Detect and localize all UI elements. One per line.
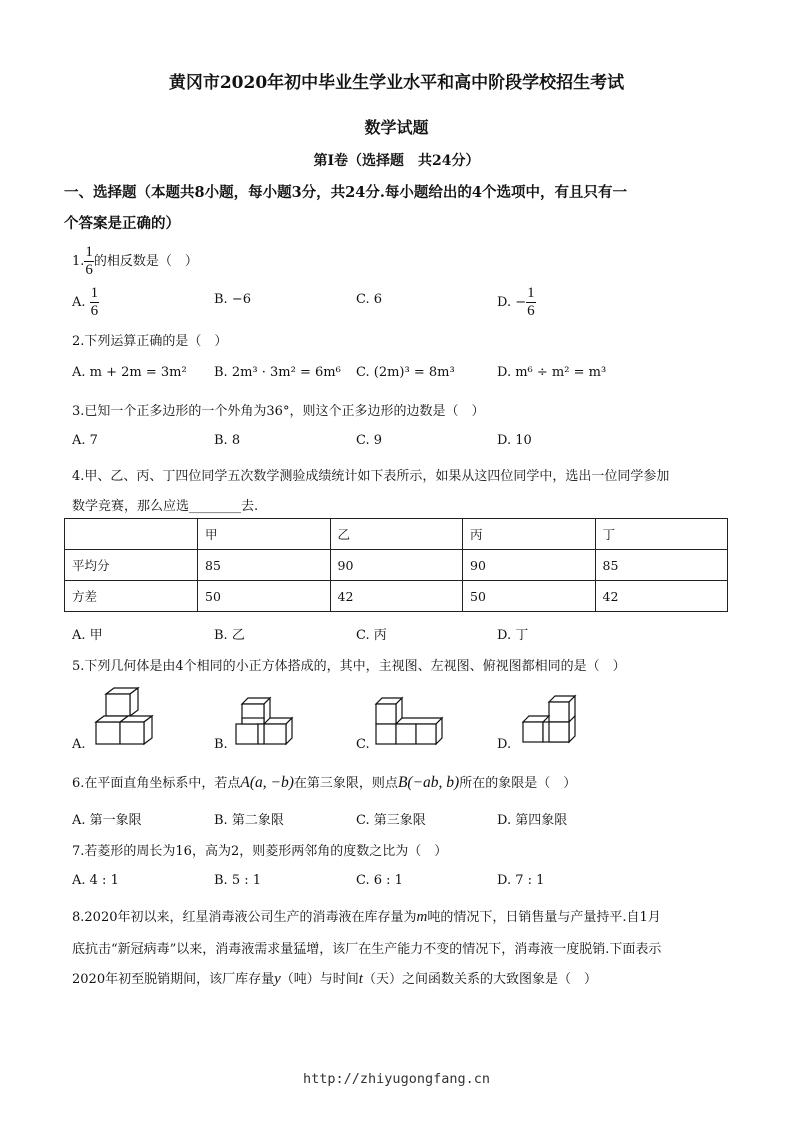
question-6-text: 6.在平面直角坐标系中，若点 xyxy=(72,776,241,791)
table-header-cell: 丙 xyxy=(463,519,596,550)
fraction-numerator: 1 xyxy=(85,244,93,260)
q5-option-c: C. xyxy=(356,737,370,752)
question-8-text: （吨）与时间 xyxy=(280,972,359,987)
question-8-text: （天）之间函数关系的大致图象是（ ） xyxy=(362,972,597,987)
point-b: B(−ab, b) xyxy=(397,774,460,791)
q4-option-a: A. 甲 xyxy=(72,628,103,643)
point-a: A(a, −b) xyxy=(240,774,294,791)
question-2: 2.下列运算正确的是（ ） xyxy=(72,334,228,349)
variable-m: m xyxy=(416,909,428,925)
q1-option-b: B. −6 xyxy=(214,292,251,307)
table-header-cell: 丁 xyxy=(595,519,728,550)
section-instructions-line1: 一、选择题（本题共8小题，每小题3分，共24分.每小题给出的4个选项中，有且只有一 xyxy=(64,184,627,201)
question-8-line3 xyxy=(72,968,597,988)
q7-option-b: B. 5 : 1 xyxy=(214,873,262,888)
option-label: D. − xyxy=(497,295,527,310)
fraction-denominator: 6 xyxy=(527,303,535,319)
q2-option-c: C. (2m)³ = 8m³ xyxy=(356,365,455,380)
question-1-number: 1. xyxy=(72,254,85,269)
q1-option-c: C. 6 xyxy=(356,292,383,307)
fraction-numerator: 1 xyxy=(90,285,99,301)
q5-option-b: B. xyxy=(214,737,228,752)
question-8-line1 xyxy=(72,906,661,926)
question-8-text: 吨的情况下，日销售量与产量持平.自1月 xyxy=(427,910,661,925)
q2-option-d: D. m⁶ ÷ m² = m³ xyxy=(497,365,607,380)
table-cell: 42 xyxy=(595,581,728,612)
cube-figure-d xyxy=(515,694,579,748)
q1-option-d xyxy=(497,285,536,320)
variable-t: t xyxy=(358,971,363,987)
q7-option-c: C. 6 : 1 xyxy=(356,873,403,888)
q3-option-d: D. 10 xyxy=(497,433,532,448)
table-cell: 85 xyxy=(595,550,728,581)
footer-url[interactable]: http://zhiyugongfang.cn xyxy=(303,1071,490,1087)
table-cell: 50 xyxy=(198,581,331,612)
question-6-text: 所在的象限是（ ） xyxy=(459,776,577,791)
section-instructions-line2: 个答案是正确的） xyxy=(64,215,180,232)
question-6 xyxy=(72,772,576,792)
q7-option-d: D. 7 : 1 xyxy=(497,873,545,888)
fraction-one-sixth xyxy=(84,244,94,279)
question-4-line2: 数学竞赛，那么应选________去. xyxy=(72,499,259,514)
q4-option-c: C. 丙 xyxy=(356,628,387,643)
table-row xyxy=(65,550,728,581)
q1-option-a xyxy=(72,285,99,320)
question-6-text: 在第三象限，则点 xyxy=(293,776,398,791)
q6-option-c: C. 第三象限 xyxy=(356,813,426,828)
table-header-row xyxy=(65,519,728,550)
table-row xyxy=(65,581,728,612)
exam-title: 黄冈市2020年初中毕业生学业水平和高中阶段学校招生考试 xyxy=(168,73,625,93)
cube-figure-c xyxy=(374,696,446,748)
fraction-numerator: 1 xyxy=(527,285,535,301)
q3-option-b: B. 8 xyxy=(214,433,241,448)
table-header-cell: 甲 xyxy=(198,519,331,550)
q6-option-b: B. 第二象限 xyxy=(214,813,284,828)
option-label: A. xyxy=(72,295,86,310)
q6-option-a: A. 第一象限 xyxy=(72,813,142,828)
q2-option-b: B. 2m³ · 3m² = 6m⁶ xyxy=(214,365,341,380)
q3-option-a: A. 7 xyxy=(72,433,98,448)
score-table xyxy=(64,518,728,612)
table-cell: 50 xyxy=(463,581,596,612)
table-cell: 85 xyxy=(198,550,331,581)
part-title: 第Ⅰ卷（选择题 共24分） xyxy=(313,153,480,169)
question-5: 5.下列几何体是由4个相同的小正方体搭成的，其中，主视图、左视图、俯视图都相同的是（ ） xyxy=(72,659,626,674)
q3-option-c: C. 9 xyxy=(356,433,383,448)
question-8-line2: 底抗击“新冠病毒”以来，消毒液需求量猛增，该厂在生产能力不变的情况下，消毒液一度脱销.下面表示 xyxy=(72,942,662,957)
variable-y: y xyxy=(274,971,281,987)
table-cell: 42 xyxy=(330,581,463,612)
table-header-cell xyxy=(65,519,198,550)
question-1 xyxy=(72,244,198,279)
question-1-text: 的相反数是（ ） xyxy=(93,254,198,269)
table-cell: 90 xyxy=(330,550,463,581)
cube-figure-a xyxy=(92,686,158,748)
q7-option-a: A. 4 : 1 xyxy=(72,873,119,888)
fraction-one-sixth xyxy=(526,285,536,320)
fraction-denominator: 6 xyxy=(90,303,99,319)
q4-option-d: D. 丁 xyxy=(497,628,529,643)
q2-option-a: A. m + 2m = 3m² xyxy=(72,365,187,380)
q5-option-a: A. xyxy=(72,737,86,752)
table-cell: 方差 xyxy=(65,581,198,612)
fraction-denominator: 6 xyxy=(85,262,93,278)
table-cell: 平均分 xyxy=(65,550,198,581)
q6-option-d: D. 第四象限 xyxy=(497,813,568,828)
q5-option-d: D. xyxy=(497,737,512,752)
question-3: 3.已知一个正多边形的一个外角为36°，则这个正多边形的边数是（ ） xyxy=(72,404,485,419)
question-8-text: 2020年初至脱销期间，该厂库存量 xyxy=(72,972,275,987)
question-7: 7.若菱形的周长为16，高为2，则菱形两邻角的度数之比为（ ） xyxy=(72,844,448,859)
table-header-cell: 乙 xyxy=(330,519,463,550)
q4-option-b: B. 乙 xyxy=(214,628,245,643)
question-8-text: 8.2020年初以来，红星消毒液公司生产的消毒液在库存量为 xyxy=(72,910,417,925)
subject-title: 数学试题 xyxy=(364,118,429,137)
fraction-one-sixth xyxy=(90,285,100,320)
question-4-line1: 4.甲、乙、丙、丁四位同学五次数学测验成绩统计如下表所示，如果从这四位同学中，选出一位同学参加 xyxy=(72,469,670,484)
table-cell: 90 xyxy=(463,550,596,581)
cube-figure-b xyxy=(234,696,298,748)
